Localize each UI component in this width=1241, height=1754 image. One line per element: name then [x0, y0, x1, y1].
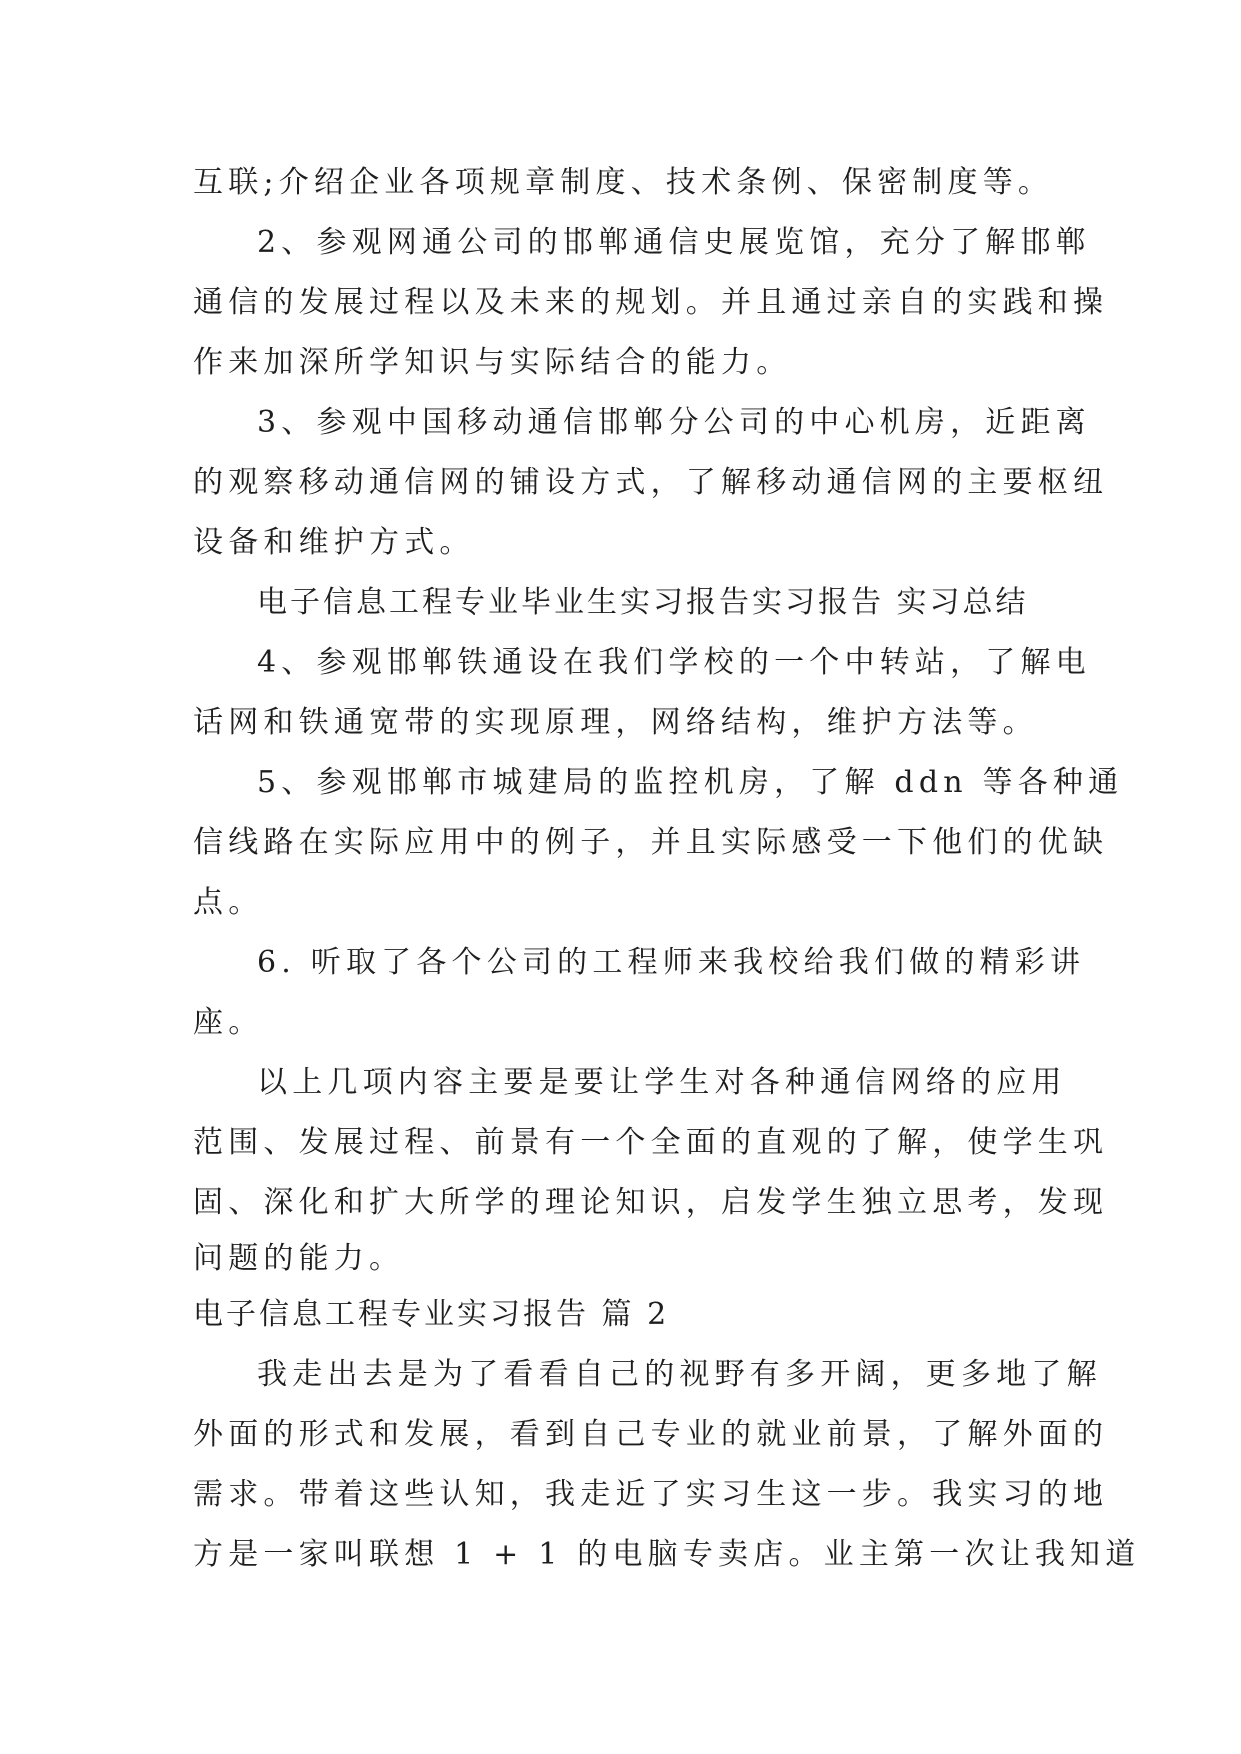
text-line: 方是一家叫联想 1 + 1 的电脑专卖店。业主第一次让我知道 — [193, 1537, 1141, 1572]
text-line: 互联;介绍企业各项规章制度、技术条例、保密制度等。 — [193, 165, 1054, 200]
text-line: 范围、发展过程、前景有一个全面的直观的了解，使学生巩 — [193, 1125, 1109, 1160]
text-line: 座。 — [193, 1005, 264, 1040]
text-line: 我走出去是为了看看自己的视野有多开阔，更多地了解 — [257, 1357, 1102, 1392]
text-line: 设备和维护方式。 — [193, 525, 475, 560]
text-line: 5、参观邯郸市城建局的监控机房，了解 ddn 等各种通 — [257, 765, 1124, 800]
section-subtitle: 电子信息工程专业毕业生实习报告实习报告 实习总结 — [257, 585, 1029, 620]
text-line: 话网和铁通宽带的实现原理，网络结构，维护方法等。 — [193, 705, 1038, 740]
text-line: 作来加深所学知识与实际结合的能力。 — [193, 345, 792, 380]
document-body — [193, 153, 1141, 1585]
text-line: 需求。带着这些认知，我走近了实习生这一步。我实习的地 — [193, 1477, 1109, 1512]
section-heading: 电子信息工程专业实习报告 篇 2 — [193, 1297, 670, 1332]
text-line: 2、参观网通公司的邯郸通信史展览馆，充分了解邯郸 — [257, 225, 1091, 260]
text-line: 以上几项内容主要是要让学生对各种通信网络的应用 — [257, 1065, 1067, 1100]
text-line: 3、参观中国移动通信邯郸分公司的中心机房，近距离 — [257, 405, 1091, 440]
text-line: 问题的能力。 — [193, 1241, 405, 1276]
text-line: 4、参观邯郸铁通设在我们学校的一个中转站，了解电 — [257, 645, 1091, 680]
text-line: 的观察移动通信网的铺设方式，了解移动通信网的主要枢纽 — [193, 465, 1109, 500]
text-line: 通信的发展过程以及未来的规划。并且通过亲自的实践和操 — [193, 285, 1109, 320]
text-line: 固、深化和扩大所学的理论知识，启发学生独立思考，发现 — [193, 1185, 1109, 1220]
text-line: 点。 — [193, 885, 264, 920]
text-line: 信线路在实际应用中的例子，并且实际感受一下他们的优缺 — [193, 825, 1109, 860]
text-line: 6. 听取了各个公司的工程师来我校给我们做的精彩讲 — [257, 945, 1086, 980]
text-line: 外面的形式和发展，看到自己专业的就业前景，了解外面的 — [193, 1417, 1109, 1452]
